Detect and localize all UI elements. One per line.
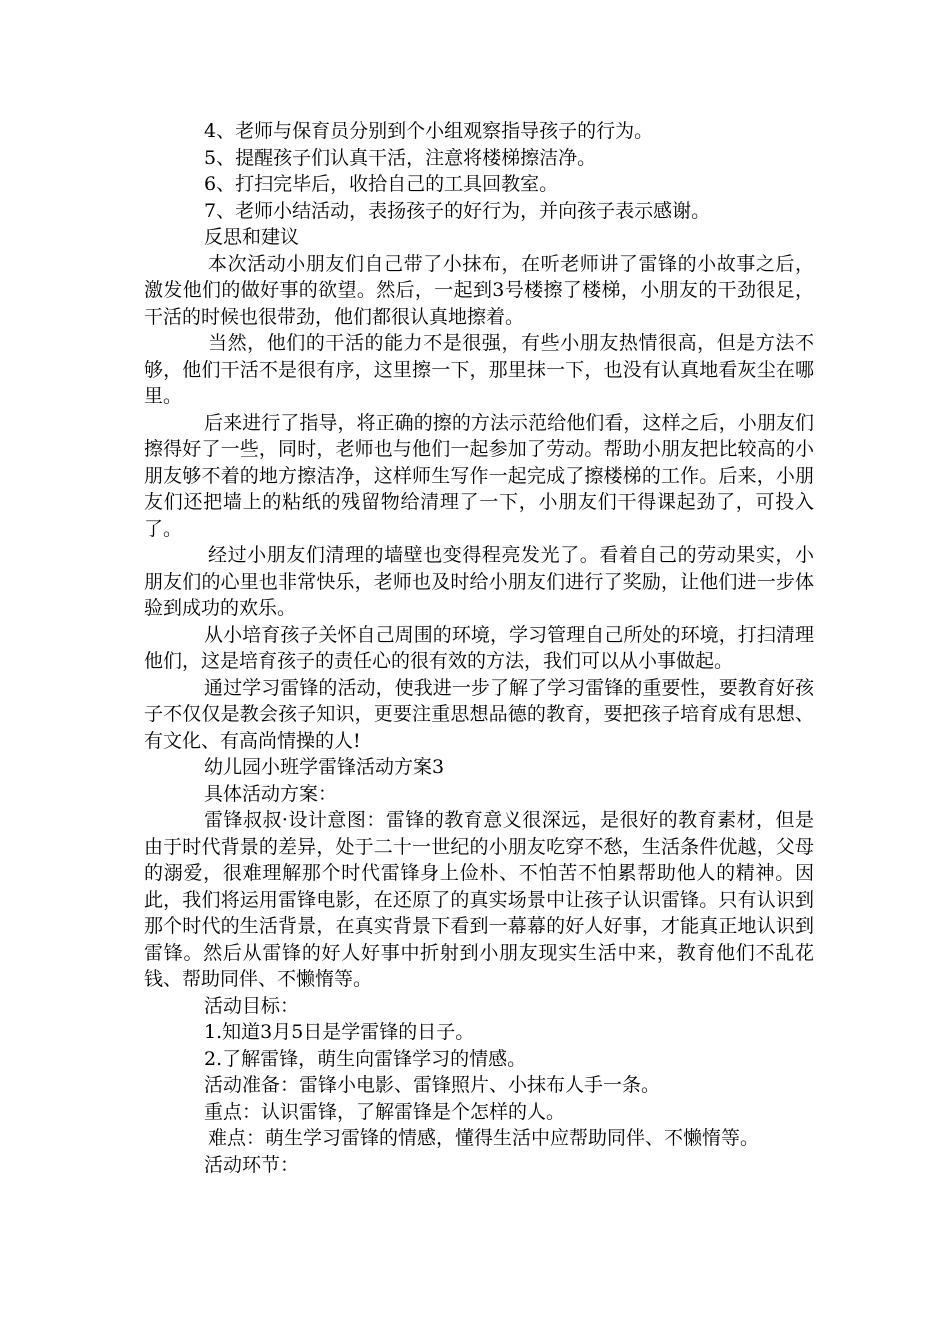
key-point-paragraph: 重点：认识雷锋，了解雷锋是个怎样的人。 xyxy=(204,1100,566,1123)
reflection-paragraph-2: 当然，他们的干活的能力不是很强，有些小朋友热情很高，但是方法不够，他们干活不是很有序，这里擦一下，那里抹一下，也没有认真地看灰尘在哪里。 xyxy=(144,332,814,407)
step-6-paragraph: 6、打扫完毕后，收拾自己的工具回教室。 xyxy=(204,173,559,195)
plan-3-title: 幼儿园小班学雷锋活动方案3 xyxy=(204,756,445,778)
document-body xyxy=(144,118,814,1178)
reflection-paragraph-3: 后来进行了指导，将正确的擦的方法示范给他们看，这样之后，小朋友们擦得好了一些，同时，老师也与他们一起参加了劳动。帮助小朋友把比较高的小朋友够不着的地方擦洁净，这样师生写作一起完成了擦楼梯的工作。后来，小朋友们还把墙上的粘纸的残留物给清理了一下，小朋友们干得课起劲了，可投入了。 xyxy=(144,411,814,540)
goal-1: 1.知道3月5日是学雷锋的日子。 xyxy=(204,1021,475,1043)
reflection-paragraph-4: 经过小朋友们清理的墙壁也变得程亮发光了。看着自己的劳动果实，小朋友们的心里也非常快乐，老师也及时给小朋友们进行了奖励，让他们进一步体验到成功的欢乐。 xyxy=(144,544,814,619)
preparation-paragraph: 活动准备：雷锋小电影、雷锋照片、小抹布人手一条。 xyxy=(204,1074,661,1096)
step-4-paragraph: 4、老师与保育员分别到个小组观察指导孩子的行为。 xyxy=(204,120,654,142)
reflection-paragraph-6: 通过学习雷锋的活动，使我进一步了解了学习雷锋的重要性，要教育好孩子不仅仅是教会孩子知识，更要注重思想品德的教育，要把孩子培育成有思想、有文化、有高尚情操的人! xyxy=(144,676,814,752)
reflection-paragraph-1: 本次活动小朋友们自己带了小抹布，在听老师讲了雷锋的小故事之后，激发他们的做好事的欲望。然后，一起到3号楼擦了楼梯，小朋友的干劲很足，干活的时候也很带劲，他们都很认真地擦着。 xyxy=(144,252,814,328)
step-7-paragraph: 7、老师小结活动，表扬孩子的好行为，并向孩子表示感谢。 xyxy=(204,199,711,222)
step-5-paragraph: 5、提醒孩子们认真干活，注意将楼梯擦洁净。 xyxy=(204,146,597,169)
goals-heading: 活动目标： xyxy=(204,994,300,1017)
reflection-heading: 反思和建议 xyxy=(204,226,300,248)
reflection-paragraph-5: 从小培育孩子关怀自己周围的环境，学习管理自己所处的环境，打扫清理他们，这是培育孩子的责任心的很有效的方法，我们可以从小事做起。 xyxy=(144,623,814,672)
activity-steps-heading: 活动环节： xyxy=(204,1153,300,1176)
plan-details-heading: 具体活动方案： xyxy=(204,782,338,805)
goal-2: 2.了解雷锋，萌生向雷锋学习的情感。 xyxy=(204,1047,527,1070)
difficulty-paragraph: 难点：萌生学习雷锋的情感，懂得生活中应帮助同伴、不懒惰等。 xyxy=(208,1127,760,1149)
design-intent-paragraph: 雷锋叔叔·设计意图：雷锋的教育意义很深远，是很好的教育素材，但是由于时代背景的差异，处于二十一世纪的小朋友吃穿不愁，生活条件优越，父母的溺爱，很难理解那个时代雷锋身上俭朴、不怕苦不怕累帮助他人的精神。因此，我们将运用雷锋电影，在还原了的真实场景中让孩子认识雷锋。只有认识到那个时代的生活背景，在真实背景下看到一幕幕的好人好事，才能真正地认识到雷锋。然后从雷锋的好人好事中折射到小朋友现实生活中来，教育他们不乱花钱、帮助同伴、不懒惰等。 xyxy=(144,809,814,990)
